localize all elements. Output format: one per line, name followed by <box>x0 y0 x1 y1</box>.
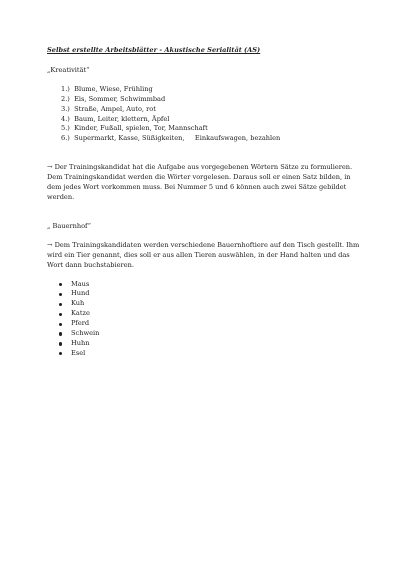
list-item <box>59 349 367 359</box>
bullet-icon <box>59 293 62 296</box>
bullet-icon <box>59 313 62 316</box>
list-item-text: Kinder, Fußall, spielen, Tor, Mannschaft <box>74 124 208 133</box>
bullet-icon <box>59 283 62 286</box>
animal-name: Esel <box>71 348 86 357</box>
document-title: Selbst erstellte Arbeitsblätter - Akustische Serialität (AS) <box>47 46 261 54</box>
list-item <box>59 339 367 349</box>
list-item <box>59 280 367 290</box>
bullet-icon <box>59 303 62 306</box>
animal-name: Maus <box>71 279 90 288</box>
list-item-text: Straße, Ampel, Auto, rot <box>74 104 156 113</box>
bullet-icon <box>59 323 62 326</box>
document-content <box>47 46 367 359</box>
bullet-icon <box>59 342 62 345</box>
animal-name: Katze <box>71 309 90 318</box>
list-item <box>61 115 367 125</box>
animal-name: Schwein <box>71 329 100 338</box>
list-item-number: 1.) <box>61 84 70 93</box>
list-item <box>59 329 367 339</box>
animal-name: Pferd <box>71 319 90 328</box>
list-item-number: 6.) <box>61 134 70 143</box>
list-item-text: Baum, Leiter, klettern, Äpfel <box>74 114 170 123</box>
animal-name: Kuh <box>71 299 85 308</box>
list-item-number: 2.) <box>61 94 70 103</box>
list-item-number: 4.) <box>61 114 70 123</box>
list-item <box>61 124 367 134</box>
list-item <box>61 134 367 144</box>
section-heading-bauernhof: „ Bauernhof“ <box>47 221 91 230</box>
list-item-text: Blume, Wiese, Frühling <box>74 84 153 93</box>
list-item <box>59 319 367 329</box>
kreativitaet-description: → Der Trainingskandidat hat die Aufgabe aus vorgegebenen Wörtern Sätze zu formulieren. Dem Trainingskandidat werden die Wörter vorgelesen. Daraus soll er einen Satz bilden, in dem jedes Wort vorkommen muss. Bei Nummer 5 und 6 können auch zwei Sätze gebildet werden. <box>47 163 353 201</box>
bullet-icon <box>59 352 62 355</box>
list-item-text: Eis, Sommer, Schwimmbad <box>74 94 166 103</box>
bauernhof-animal-list <box>47 280 367 359</box>
list-item <box>59 289 367 299</box>
kreativitaet-word-list <box>47 85 367 144</box>
section-heading-kreativitaet: „Kreativität“ <box>47 65 90 74</box>
list-item-text: Supermarkt, Kasse, Süßigkeiten, Einkaufswagen, bezahlen <box>74 134 281 143</box>
list-item <box>59 309 367 319</box>
list-item <box>59 299 367 309</box>
list-item-number: 3.) <box>61 104 70 113</box>
list-item <box>61 95 367 105</box>
animal-name: Hund <box>71 289 90 298</box>
bullet-icon <box>59 332 62 335</box>
animal-name: Huhn <box>71 338 90 347</box>
bauernhof-description: → Dem Trainingskandidaten werden verschiedene Bauernhoftiere auf den Tisch gestellt. Ihm wird ein Tier genannt, dies soll er aus allen Tieren auswählen, in der Hand halten und das Wort dann buchstabieren. <box>47 240 360 269</box>
list-item <box>61 105 367 115</box>
list-item <box>61 85 367 95</box>
list-item-number: 5.) <box>61 124 70 133</box>
